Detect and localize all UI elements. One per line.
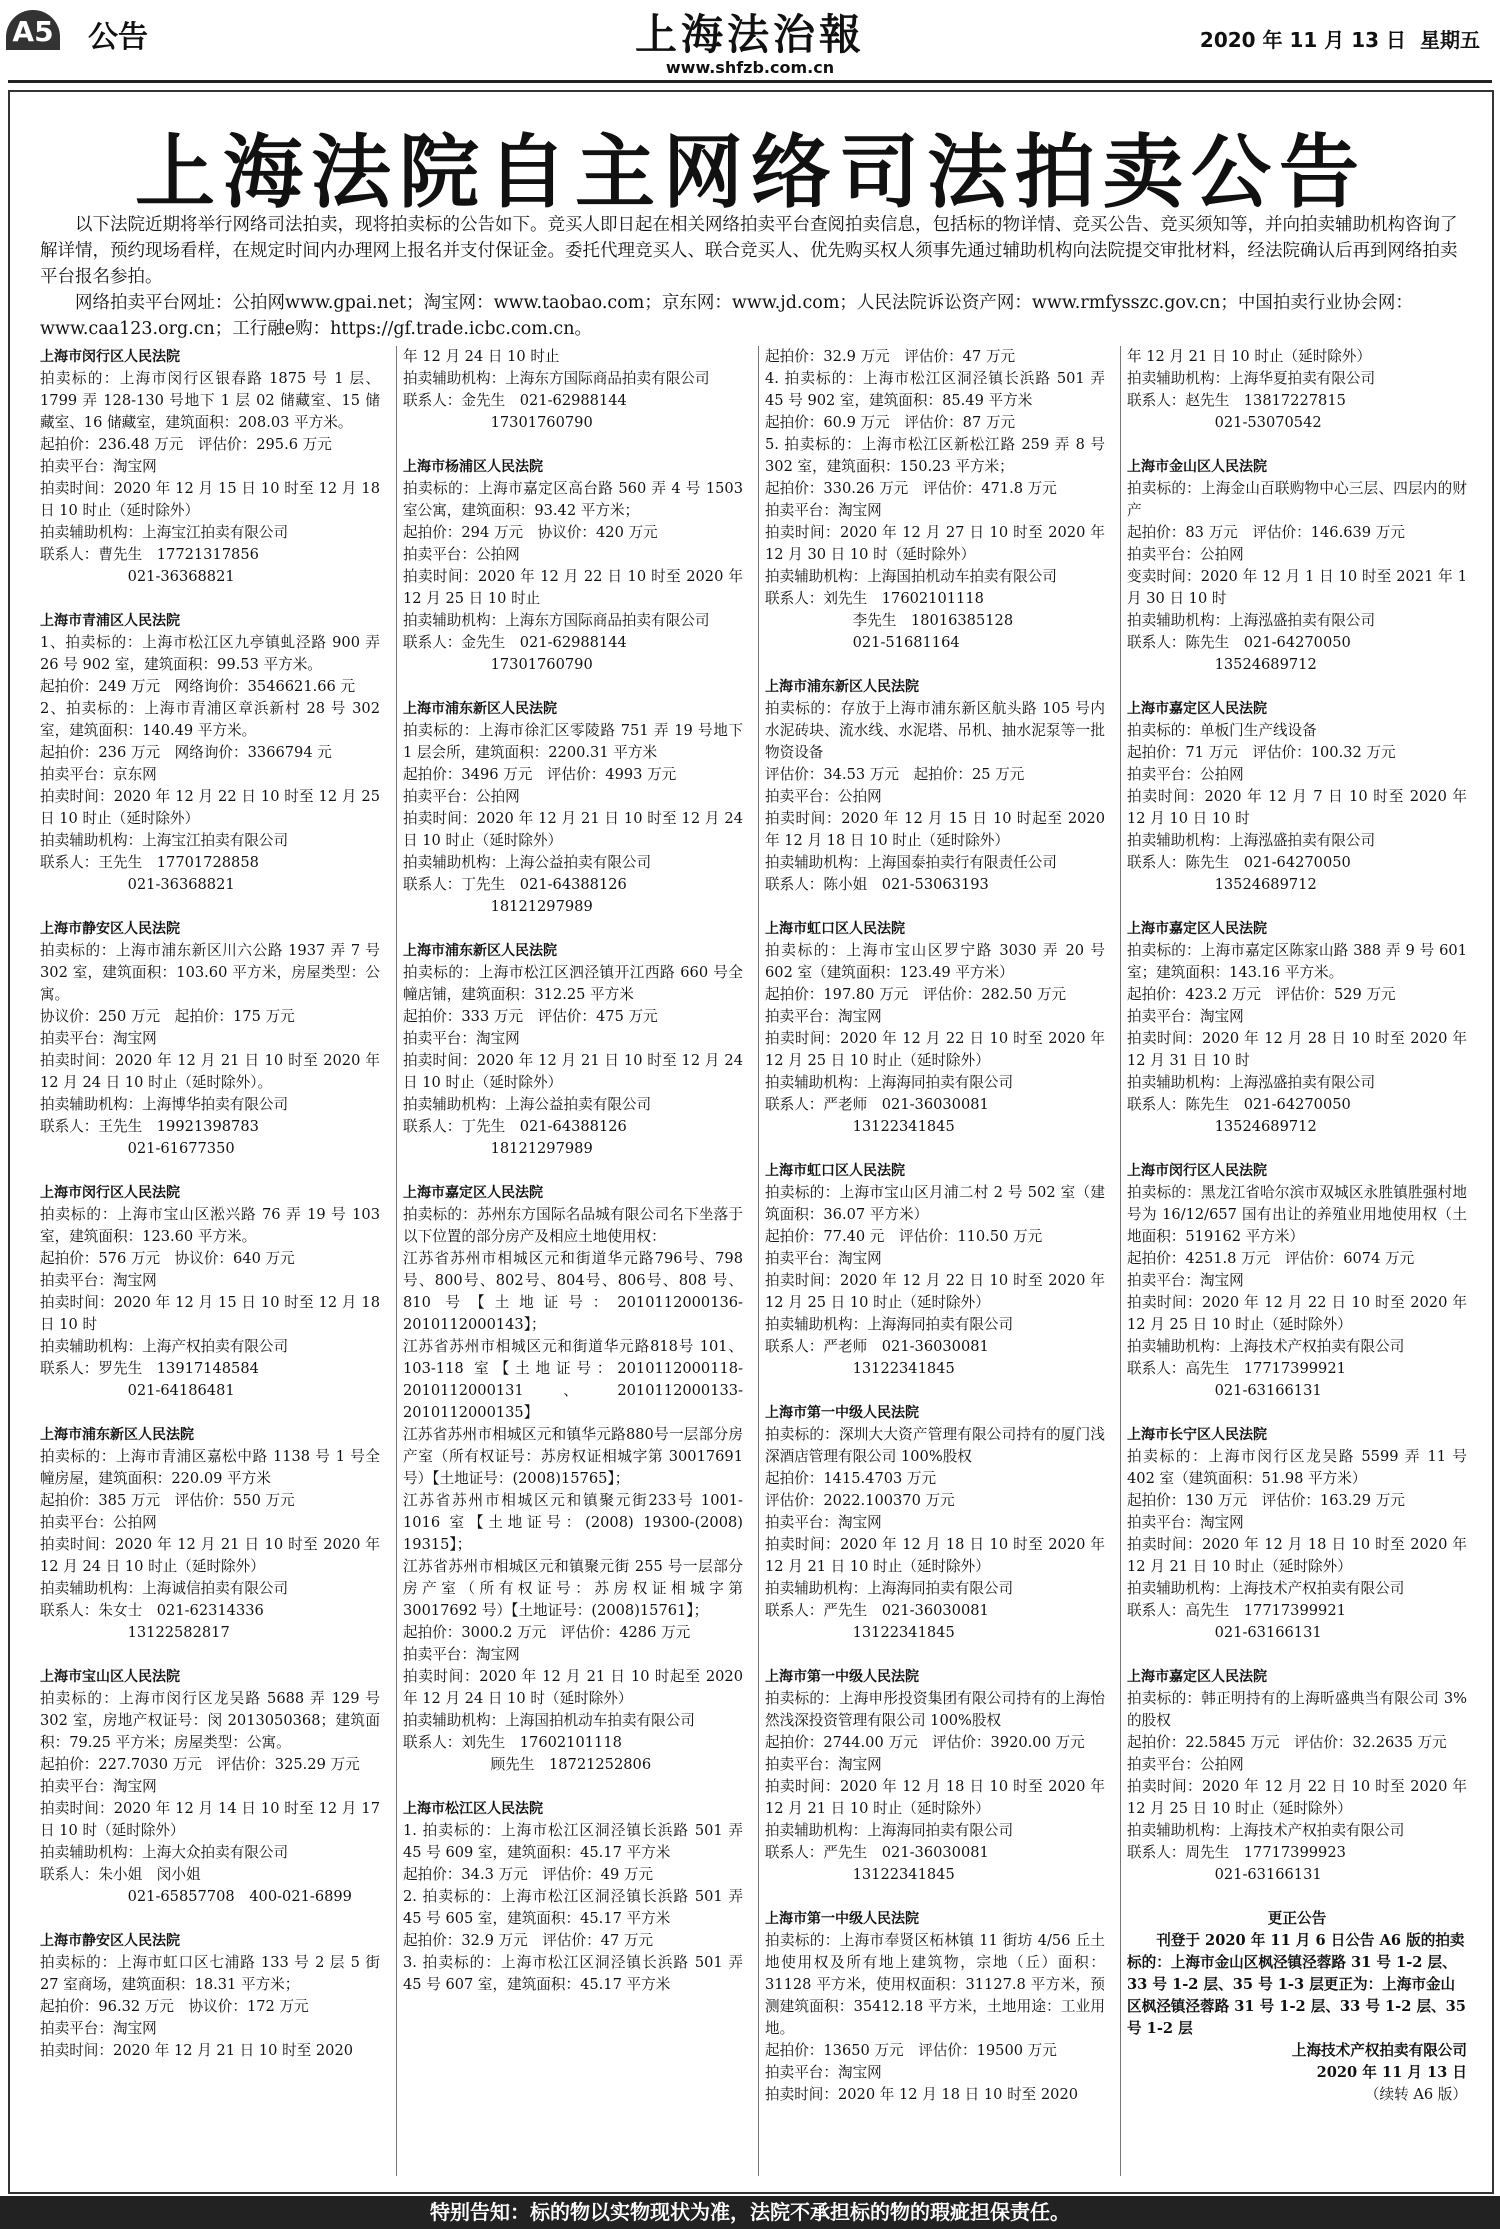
listing-line: 联系人：丁先生 021-64388126 <box>403 876 627 893</box>
listing-line: 联系人：金先生 021-62988144 <box>403 634 627 651</box>
listing-line: 拍卖辅助机构：上海产权拍卖有限公司 <box>40 1338 289 1355</box>
listing-line: 拍卖时间：2020 年 12 月 22 日 10 时至 2020 年 12 月 25 日 10 时止 <box>403 568 743 607</box>
correction-title: 更正公告 <box>1267 1910 1327 1927</box>
court-name: 上海市松江区人民法院 <box>403 1801 543 1817</box>
court-name: 上海市虹口区人民法院 <box>765 1163 905 1179</box>
auction-listing <box>765 1402 1105 1644</box>
correction-date: 2020 年 11 月 13 日 <box>1316 2064 1467 2081</box>
listing-line: 联系人：曹先生 17721317856 <box>40 546 259 563</box>
listing-line: 拍卖标的：存放于上海市浦东新区航头路 105 号内水泥砖块、流水线、水泥塔、吊机、抽水泥泵等一批物资设备 <box>765 700 1105 761</box>
listing-line: 13122341845 <box>852 1624 955 1641</box>
listing-line: 起拍价：60.9 万元 评估价：87 万元 <box>765 414 1016 431</box>
listing-line: 拍卖辅助机构：上海国拍机动车拍卖有限公司 <box>403 1712 695 1729</box>
listing-line: 拍卖时间：2020 年 12 月 22 日 10 时至 2020 年 12 月 25 日 10 时止（延时除外） <box>1127 1778 1467 1817</box>
auction-listing <box>403 698 743 918</box>
listing-line: 拍卖时间：2020 年 12 月 21 日 10 时至 12 月 24 日 10 时止（延时除外） <box>403 1052 743 1091</box>
listing-line: 起拍价：83 万元 评估价：146.639 万元 <box>1127 524 1405 541</box>
listing-line: 拍卖标的：上海市嘉定区高台路 560 弄 4 号 1503 室公寓，建筑面积：93.42 平方米； <box>403 480 743 519</box>
listing-line: 拍卖时间：2020 年 12 月 18 日 10 时至 2020 年 12 月 21 日 10 时止（延时除外） <box>1127 1536 1467 1575</box>
listing-line: 联系人：刘先生 17602101118 <box>403 1734 622 1751</box>
court-name: 上海市浦东新区人民法院 <box>765 679 919 695</box>
listing-line: 021-53070542 <box>1214 414 1322 431</box>
listing-line: 拍卖平台：公拍网 <box>1127 766 1244 783</box>
platform-list: 网络拍卖平台网址：公拍网www.gpai.net；淘宝网：www.taobao.com；京东网：www.jd.com；人民法院诉讼资产网：www.rmfysszc.gov.cn；中国拍卖行业协会网：www.caa123.org.cn；工行融e购：https://gf.trade.icbc.com.cn。 <box>40 293 1413 339</box>
auction-listing <box>765 1160 1105 1380</box>
issue-date-text: 2020 年 11 月 13 日 <box>1199 28 1407 52</box>
listing-line: 18121297989 <box>490 898 593 915</box>
listing-line: 17301760790 <box>490 656 593 673</box>
listing-line: 拍卖平台：淘宝网 <box>403 1646 520 1663</box>
court-name: 上海市浦东新区人民法院 <box>403 943 557 959</box>
listing-line: 拍卖平台：淘宝网 <box>765 1008 882 1025</box>
intro-text <box>40 212 1460 342</box>
newspaper-masthead: 上海法治報 <box>634 10 865 59</box>
listing-line: 联系人：陈小姐 021-53063193 <box>765 876 989 893</box>
court-name: 上海市第一中级人民法院 <box>765 1405 919 1421</box>
listing-line: 联系人：陈先生 021-64270050 <box>1127 634 1351 651</box>
auction-listing <box>40 610 380 896</box>
listing-line: 拍卖标的：上海金山百联购物中心三层、四层内的财产 <box>1127 480 1467 519</box>
listing-line: 评估价：2022.100370 万元 <box>765 1492 955 1509</box>
court-name: 上海市静安区人民法院 <box>40 1933 180 1949</box>
listing-line: 联系人：陈先生 021-64270050 <box>1127 1096 1351 1113</box>
listing-line: 拍卖标的：上海市青浦区嘉松中路 1138 号 1 号全幢房屋，建筑面积：220.09 平方米 <box>40 1448 380 1487</box>
listing-line: 拍卖平台：公拍网 <box>1127 546 1244 563</box>
listing-line: 4. 拍卖标的：上海市松江区洞泾镇长浜路 501 弄 45 号 902 室，建筑面积：85.49 平方米 <box>765 370 1105 409</box>
listing-line: 起拍价：32.9 万元 评估价：47 万元 <box>403 1932 654 1949</box>
listing-line: 拍卖辅助机构：上海宝江拍卖有限公司 <box>40 832 289 849</box>
listing-line: 起拍价：227.7030 万元 评估价：325.29 万元 <box>40 1756 360 1773</box>
listing-line: 江苏省苏州市相城区元和镇华元路880号一层部分房产室（所有权证号：苏房权证相城字第 30017691 号）【土地证号：(2008)15765】； <box>403 1426 743 1487</box>
listing-line: 起拍价：13650 万元 评估价：19500 万元 <box>765 2042 1057 2059</box>
listing-line: 拍卖时间：2020 年 12 月 22 日 10 时至 12 月 25 日 10 时止（延时除外） <box>40 788 380 827</box>
auction-listing <box>765 918 1105 1138</box>
listing-line: 拍卖平台：淘宝网 <box>40 1272 157 1289</box>
listing-line: 拍卖时间：2020 年 12 月 21 日 10 时至 12 月 24 日 10 时止（延时除外） <box>403 810 743 849</box>
listing-line: 2、拍卖标的：上海市青浦区章浜新村 28 号 302 室，建筑面积：140.49 平方米。 <box>40 700 380 739</box>
listing-line: 021-63166131 <box>1214 1382 1322 1399</box>
listing-line: 起拍价：333 万元 评估价：475 万元 <box>403 1008 658 1025</box>
listing-line: 起拍价：423.2 万元 评估价：529 万元 <box>1127 986 1396 1003</box>
auction-listing <box>40 1666 380 1908</box>
auction-listing <box>1127 346 1467 434</box>
listing-line: 拍卖辅助机构：上海技术产权拍卖有限公司 <box>1127 1580 1405 1597</box>
listing-line: 13122341845 <box>852 1866 955 1883</box>
continued-note: （续转 A6 版） <box>1364 2086 1467 2103</box>
listing-line: 021-36368821 <box>127 568 235 585</box>
listing-line: 起拍价：96.32 万元 协议价：172 万元 <box>40 1998 309 2015</box>
listing-line: 联系人：赵先生 13817227815 <box>1127 392 1346 409</box>
listing-line: 联系人：刘先生 17602101118 <box>765 590 984 607</box>
court-name: 上海市嘉定区人民法院 <box>1127 921 1267 937</box>
listing-line: 江苏省苏州市相城区元和镇聚元街 255 号一层部分房产室（所有权证号：苏房权证相城字第 30017692 号）【土地证号：(2008)15761】； <box>403 1558 743 1619</box>
auction-listing <box>1127 1424 1467 1644</box>
listing-line: 江苏省苏州市相城区元和街道华元路818号 101、103-118 室【土地证号：2010112000118-2010112000131、2010112000133-2010112000135】 <box>403 1338 743 1421</box>
listing-line: 起拍价：1415.4703 万元 <box>765 1470 937 1487</box>
listing-line: 拍卖平台：淘宝网 <box>765 1756 882 1773</box>
listing-line: 拍卖标的：上海市松江区泗泾镇开江西路 660 号全幢店铺，建筑面积：312.25 平方米 <box>403 964 743 1003</box>
listing-line: 起拍价：576 万元 协议价：640 万元 <box>40 1250 295 1267</box>
listing-line: 拍卖平台：淘宝网 <box>40 1778 157 1795</box>
court-name: 上海市金山区人民法院 <box>1127 459 1267 475</box>
listing-line: 拍卖辅助机构：上海东方国际商品拍卖有限公司 <box>403 612 710 629</box>
listing-line: 拍卖标的：上海市奉贤区柘林镇 11 街坊 4/56 丘土地使用权及所有地上建筑物，宗地（丘）面积：31128 平方米，使用权面积：31127.8 平方米，预测建筑面积：35412.18 平方米，土地用途：工业用地。 <box>765 1932 1105 2037</box>
listing-line: 拍卖辅助机构：上海海同拍卖有限公司 <box>765 1822 1014 1839</box>
listing-line: 拍卖时间：2020 年 12 月 18 日 10 时至 2020 年 12 月 21 日 10 时止（延时除外） <box>765 1536 1105 1575</box>
listing-line: 江苏省苏州市相城区元和街道华元路796号、798 号、800号、802号、804号、806号、808 号、810 号【土地证号：2010112000136-2010112000143】； <box>403 1250 743 1333</box>
listing-line: 拍卖辅助机构：上海东方国际商品拍卖有限公司 <box>403 370 710 387</box>
listing-line: 1、拍卖标的：上海市松江区九亭镇虬泾路 900 弄 26 号 902 室，建筑面积：99.53 平方米。 <box>40 634 380 673</box>
listing-line: 拍卖辅助机构：上海国泰拍卖行有限责任公司 <box>765 854 1057 871</box>
listing-line: 起拍价：34.3 万元 评估价：49 万元 <box>403 1866 654 1883</box>
correction-signer: 上海技术产权拍卖有限公司 <box>1291 2042 1467 2059</box>
listing-line: 起拍价：77.40 元 评估价：110.50 万元 <box>765 1228 1043 1245</box>
listing-line: 起拍价：22.5845 万元 评估价：32.2635 万元 <box>1127 1734 1447 1751</box>
listing-line: 拍卖时间：2020 年 12 月 15 日 10 时至 12 月 18 日 10 时 <box>40 1294 380 1333</box>
listing-line: 拍卖平台：公拍网 <box>765 788 882 805</box>
issue-weekday: 星期五 <box>1420 28 1480 52</box>
listing-line: 联系人：罗先生 13917148584 <box>40 1360 259 1377</box>
listing-line: 联系人：严老师 021-36030081 <box>765 1338 989 1355</box>
listing-line: 拍卖时间：2020 年 12 月 28 日 10 时至 2020 年 12 月 31 日 10 时 <box>1127 1030 1467 1069</box>
auction-listing <box>40 346 380 588</box>
listing-line: 拍卖平台：淘宝网 <box>765 502 882 519</box>
auction-listing <box>1127 698 1467 896</box>
listing-line: 021-63166131 <box>1214 1624 1322 1641</box>
listing-line: 拍卖辅助机构：上海诚信拍卖有限公司 <box>40 1580 289 1597</box>
court-name: 上海市青浦区人民法院 <box>40 613 180 629</box>
court-name: 上海市静安区人民法院 <box>40 921 180 937</box>
listing-line: 联系人：严老师 021-36030081 <box>765 1096 989 1113</box>
listing-line: 拍卖平台：淘宝网 <box>1127 1514 1244 1531</box>
listing-line: 联系人：周先生 17717399923 <box>1127 1844 1346 1861</box>
court-name: 上海市嘉定区人民法院 <box>1127 701 1267 717</box>
listing-line: 拍卖辅助机构：上海技术产权拍卖有限公司 <box>1127 1338 1405 1355</box>
page-number-badge: A5 <box>6 10 60 50</box>
masthead-url: www.shfzb.com.cn <box>665 58 835 77</box>
issue-date <box>1200 24 1480 53</box>
listing-line: 17301760790 <box>490 414 593 431</box>
listing-line: 联系人：金先生 021-62988144 <box>403 392 627 409</box>
auction-listing <box>403 346 743 434</box>
listing-line: 起拍价：3496 万元 评估价：4993 万元 <box>403 766 677 783</box>
listing-line: 13122582817 <box>127 1624 230 1641</box>
listing-line: 拍卖平台：淘宝网 <box>765 2064 882 2081</box>
column-2 <box>396 346 749 2176</box>
court-name: 上海市长宁区人民法院 <box>1127 1427 1267 1443</box>
court-name: 上海市第一中级人民法院 <box>765 1669 919 1685</box>
footer-notice: 特别告知：标的物以实物现状为准，法院不承担标的物的瑕疵担保责任。 <box>0 2196 1500 2229</box>
listing-line: 拍卖辅助机构：上海国拍机动车拍卖有限公司 <box>765 568 1057 585</box>
listing-line: 021-61677350 <box>127 1140 235 1157</box>
listing-line: 江苏省苏州市相城区元和镇聚元街233号 1001-1016 室【土地证号：(2008) 19300-(2008) 19315】； <box>403 1492 743 1553</box>
listing-line: 拍卖辅助机构：上海技术产权拍卖有限公司 <box>1127 1822 1405 1839</box>
listing-line: 拍卖标的：上海市徐汇区零陵路 751 弄 19 号地下 1 层会所，建筑面积：2200.31 平方米 <box>403 722 743 761</box>
listing-line: 起拍价：32.9 万元 评估价：47 万元 <box>765 348 1016 365</box>
auction-listing <box>1127 456 1467 676</box>
listing-line: 拍卖标的：上海市嘉定区陈家山路 388 弄 9 号 601 室；建筑面积：143.16 平方米。 <box>1127 942 1467 981</box>
listing-line: 拍卖辅助机构：上海华夏拍卖有限公司 <box>1127 370 1376 387</box>
listing-line: 13524689712 <box>1214 1118 1317 1135</box>
listing-line: 起拍价：236.48 万元 评估价：295.6 万元 <box>40 436 332 453</box>
listing-line: 5. 拍卖标的：上海市松江区新松江路 259 弄 8 号 302 室，建筑面积：150.23 平方米； <box>765 436 1105 475</box>
column-4 <box>1120 346 1473 2176</box>
correction-notice <box>1121 1908 1473 2106</box>
listing-line: 拍卖标的：上海市闵行区龙吴路 5599 弄 11 号 402 室（建筑面积：51.98 平方米） <box>1127 1448 1467 1487</box>
listing-line: 拍卖平台：淘宝网 <box>1127 1272 1244 1289</box>
listing-line: 拍卖平台：公拍网 <box>403 788 520 805</box>
listing-line: 拍卖标的：单板门生产线设备 <box>1127 722 1317 739</box>
listing-line: 拍卖平台：淘宝网 <box>40 1030 157 1047</box>
listing-line: 年 12 月 21 日 10 时止（延时除外） <box>1127 348 1372 365</box>
listing-line: 起拍价：2744.00 万元 评估价：3920.00 万元 <box>765 1734 1085 1751</box>
listing-line: 协议价：250 万元 起拍价：175 万元 <box>40 1008 295 1025</box>
listing-line: 拍卖辅助机构：上海公益拍卖有限公司 <box>403 1096 652 1113</box>
auction-listing <box>40 1930 380 2062</box>
listing-line: 联系人：高先生 17717399921 <box>1127 1360 1346 1377</box>
auction-listing <box>403 1798 743 1996</box>
listing-line: 1. 拍卖标的：上海市松江区洞泾镇长浜路 501 弄 45 号 609 室，建筑面积：45.17 平方米 <box>403 1822 743 1861</box>
listing-line: 拍卖辅助机构：上海海同拍卖有限公司 <box>765 1074 1014 1091</box>
listing-line: 3. 拍卖标的：上海市松江区洞泾镇长浜路 501 弄 45 号 607 室，建筑面积：45.17 平方米 <box>403 1954 743 1993</box>
court-name: 上海市第一中级人民法院 <box>765 1911 919 1927</box>
listing-line: 起拍价：385 万元 评估价：550 万元 <box>40 1492 295 1509</box>
court-name: 上海市嘉定区人民法院 <box>1127 1669 1267 1685</box>
listing-line: 13122341845 <box>852 1360 955 1377</box>
listing-line: 2. 拍卖标的：上海市松江区洞泾镇长浜路 501 弄 45 号 605 室，建筑面积：45.17 平方米 <box>403 1888 743 1927</box>
auction-columns <box>34 346 1474 2182</box>
page-header <box>0 0 1500 85</box>
court-name: 上海市宝山区人民法院 <box>40 1669 180 1685</box>
listing-line: 拍卖时间：2020 年 12 月 22 日 10 时至 2020 年 12 月 25 日 10 时止（延时除外） <box>765 1030 1105 1069</box>
listing-line: 李先生 18016385128 <box>852 612 1014 629</box>
listing-line: 拍卖时间：2020 年 12 月 15 日 10 时起至 2020 年 12 月 18 日 10 时止（延时除外） <box>765 810 1105 849</box>
listing-line: 拍卖时间：2020 年 12 月 21 日 10 时起至 2020 年 12 月 24 日 10 时（延时除外） <box>403 1668 743 1707</box>
listing-line: 起拍价：294 万元 协议价：420 万元 <box>403 524 658 541</box>
listing-line: 拍卖时间：2020 年 12 月 7 日 10 时至 2020 年 12 月 10 日 10 时 <box>1127 788 1467 827</box>
auction-listing <box>765 676 1105 896</box>
listing-line: 变卖时间：2020 年 12 月 1 日 10 时至 2021 年 1 月 30 日 10 时 <box>1127 568 1467 607</box>
listing-line: 拍卖时间：2020 年 12 月 15 日 10 时至 12 月 18 日 10 时止（延时除外） <box>40 480 380 519</box>
listing-line: 拍卖辅助机构：上海博华拍卖有限公司 <box>40 1096 289 1113</box>
listing-line: 拍卖标的：上海市闵行区银春路 1875 号 1 层、1799 弄 128-130 号地下 1 层 02 储藏室、15 储藏室、16 储藏室，建筑面积：208.03 平方米。 <box>40 370 380 431</box>
listing-line: 拍卖时间：2020 年 12 月 22 日 10 时至 2020 年 12 月 25 日 10 时止（延时除外） <box>1127 1294 1467 1333</box>
listing-line: 联系人：陈先生 021-64270050 <box>1127 854 1351 871</box>
listing-line: 联系人：朱女士 021-62314336 <box>40 1602 264 1619</box>
listing-line: 年 12 月 24 日 10 时止 <box>403 348 560 365</box>
listing-line: 拍卖辅助机构：上海公益拍卖有限公司 <box>403 854 652 871</box>
listing-line: 拍卖平台：京东网 <box>40 766 157 783</box>
listing-line: 拍卖平台：淘宝网 <box>40 458 157 475</box>
court-name: 上海市浦东新区人民法院 <box>403 701 557 717</box>
auction-listing <box>40 1182 380 1402</box>
listing-line: 拍卖平台：淘宝网 <box>765 1250 882 1267</box>
listing-line: 联系人：丁先生 021-64388126 <box>403 1118 627 1135</box>
listing-line: 拍卖标的：韩正明持有的上海昕盛典当有限公司 3%的股权 <box>1127 1690 1467 1729</box>
auction-listing <box>765 1908 1105 2106</box>
auction-listing <box>40 1424 380 1644</box>
listing-line: 拍卖平台：淘宝网 <box>1127 1008 1244 1025</box>
auction-listing <box>403 940 743 1160</box>
listing-line: 拍卖辅助机构：上海泓盛拍卖有限公司 <box>1127 832 1376 849</box>
listing-line: 拍卖辅助机构：上海海同拍卖有限公司 <box>765 1316 1014 1333</box>
column-3 <box>758 346 1111 2176</box>
auction-listing <box>1127 1160 1467 1402</box>
section-label: 公告 <box>88 20 148 55</box>
listing-line: 拍卖标的：上海申彤投资集团有限公司持有的上海怡然浅深投资管理有限公司 100%股权 <box>765 1690 1105 1729</box>
listing-line: 021-64186481 <box>127 1382 235 1399</box>
listing-line: 拍卖辅助机构：上海泓盛拍卖有限公司 <box>1127 1074 1376 1091</box>
listing-line: 起拍价：330.26 万元 评估价：471.8 万元 <box>765 480 1057 497</box>
auction-listing <box>1127 1666 1467 1886</box>
court-name: 上海市虹口区人民法院 <box>765 921 905 937</box>
court-name: 上海市嘉定区人民法院 <box>403 1185 543 1201</box>
header-rule <box>8 80 1492 83</box>
listing-line: 起拍价：197.80 万元 评估价：282.50 万元 <box>765 986 1067 1003</box>
listing-line: 联系人：严先生 021-36030081 <box>765 1602 989 1619</box>
listing-line: 拍卖标的：上海市虹口区七浦路 133 号 2 层 5 街 27 室商场，建筑面积：18.31 平方米； <box>40 1954 380 1993</box>
listing-line: 拍卖时间：2020 年 12 月 18 日 10 时至 2020 <box>765 2086 1079 2103</box>
listing-line: 拍卖标的：上海市宝山区淞兴路 76 弄 19 号 103 室，建筑面积：123.60 平方米。 <box>40 1206 380 1245</box>
listing-line: 拍卖平台：淘宝网 <box>40 2020 157 2037</box>
court-name: 上海市闵行区人民法院 <box>40 1185 180 1201</box>
listing-line: 拍卖平台：淘宝网 <box>403 1030 520 1047</box>
listing-line: 13122341845 <box>852 1118 955 1135</box>
listing-line: 起拍价：3000.2 万元 评估价：4286 万元 <box>403 1624 691 1641</box>
auction-listing <box>403 456 743 676</box>
listing-line: 起拍价：249 万元 网络询价：3546621.66 元 <box>40 678 356 695</box>
listing-line: 拍卖标的：深圳大大资产管理有限公司持有的厦门浅深酒店管理有限公司 100%股权 <box>765 1426 1105 1465</box>
listing-line: 拍卖辅助机构：上海大众拍卖有限公司 <box>40 1844 289 1861</box>
listing-line: 021-51681164 <box>852 634 960 651</box>
listing-line: 021-63166131 <box>1214 1866 1322 1883</box>
listing-line: 联系人：王先生 17701728858 <box>40 854 259 871</box>
listing-line: 联系人：王先生 19921398783 <box>40 1118 259 1135</box>
listing-line: 拍卖平台：公拍网 <box>403 546 520 563</box>
listing-line: 拍卖平台：公拍网 <box>40 1514 157 1531</box>
listing-line: 联系人：严先生 021-36030081 <box>765 1844 989 1861</box>
court-name: 上海市闵行区人民法院 <box>1127 1163 1267 1179</box>
listing-line: 13524689712 <box>1214 656 1317 673</box>
listing-line: 拍卖时间：2020 年 12 月 22 日 10 时至 2020 年 12 月 25 日 10 时止（延时除外） <box>765 1272 1105 1311</box>
listing-line: 拍卖时间：2020 年 12 月 21 日 10 时至 2020 年 12 月 24 日 10 时止（延时除外） <box>40 1536 380 1575</box>
page-title: 上海法院自主网络司法拍卖公告 <box>135 126 1367 219</box>
listing-line: 拍卖标的：黑龙江省哈尔滨市双城区永胜镇胜强村地号为 16/12/657 国有出让的养殖业用地使用权（土地面积：519162 平方米） <box>1127 1184 1467 1245</box>
court-name: 上海市杨浦区人民法院 <box>403 459 543 475</box>
auction-listing <box>40 918 380 1160</box>
listing-line: 18121297989 <box>490 1140 593 1157</box>
listing-line: 拍卖标的：苏州东方国际名品城有限公司名下坐落于以下位置的部分房产及相应土地使用权： <box>403 1206 743 1245</box>
listing-line: 拍卖时间：2020 年 12 月 18 日 10 时至 2020 年 12 月 21 日 10 时止（延时除外） <box>765 1778 1105 1817</box>
listing-line: 评估价：34.53 万元 起拍价：25 万元 <box>765 766 1025 783</box>
listing-line: 拍卖标的：上海市浦东新区川六公路 1937 弄 7 号 302 室，建筑面积：103.60 平方米，房屋类型：公寓。 <box>40 942 380 1003</box>
listing-line: 拍卖时间：2020 年 12 月 14 日 10 时至 12 月 17 日 10 时（延时除外） <box>40 1800 380 1839</box>
listing-line: 拍卖标的：上海市闵行区龙吴路 5688 弄 129 号 302 室，房地产权证号：闵 2013050368；建筑面积：79.25 平方米；房屋类型：公寓。 <box>40 1690 380 1751</box>
auction-listing <box>765 1666 1105 1886</box>
auction-listing <box>765 346 1105 654</box>
intro-paragraph: 以下法院近期将举行网络司法拍卖，现将拍卖标的公告如下。竞买人即日起在相关网络拍卖平台查阅拍卖信息，包括标的物详情、竞买公告、竞买须知等，并向拍卖辅助机构咨询了解详情，预约现场看样，在规定时间内办理网上报名并支付保证金。委托代理竞买人、联合竞买人、优先购买权人须事先通过辅助机构向法院提交审批材料，经法院确认后再到网络拍卖平台报名参拍。 <box>40 215 1458 287</box>
listing-line: 起拍价：4251.8 万元 评估价：6074 万元 <box>1127 1250 1415 1267</box>
listing-line: 起拍价：130 万元 评估价：163.29 万元 <box>1127 1492 1405 1509</box>
listing-line: 13524689712 <box>1214 876 1317 893</box>
listing-line: 拍卖辅助机构：上海海同拍卖有限公司 <box>765 1580 1014 1597</box>
listing-line: 拍卖时间：2020 年 12 月 21 日 10 时至 2020 年 12 月 24 日 10 时止（延时除外）。 <box>40 1052 380 1091</box>
listing-line: 021-65857708 400-021-6899 <box>127 1888 352 1905</box>
court-name: 上海市闵行区人民法院 <box>40 349 180 365</box>
correction-body: 刊登于 2020 年 11 月 6 日公告 A6 版的拍卖标的：上海市金山区枫泾镇泾蓉路 31 号 1-2 层、33 号 1-2 层、35 号 1-3 层更正为：上海市金山区枫泾镇泾蓉路 31 号 1-2 层、33 号 1-2 层、35 号 1-2 层 <box>1127 1932 1466 2037</box>
column-1 <box>34 346 386 2176</box>
court-name: 上海市浦东新区人民法院 <box>40 1427 194 1443</box>
auction-listing <box>1127 918 1467 1138</box>
listing-line: 起拍价：236 万元 网络询价：3366794 元 <box>40 744 332 761</box>
listing-line: 021-36368821 <box>127 876 235 893</box>
listing-line: 拍卖辅助机构：上海宝江拍卖有限公司 <box>40 524 289 541</box>
listing-line: 拍卖时间：2020 年 12 月 21 日 10 时至 2020 <box>40 2042 354 2059</box>
listing-line: 顾先生 18721252806 <box>490 1756 652 1773</box>
listing-line: 拍卖时间：2020 年 12 月 27 日 10 时至 2020 年 12 月 30 日 10 时（延时除外） <box>765 524 1105 563</box>
listing-line: 联系人：高先生 17717399921 <box>1127 1602 1346 1619</box>
listing-line: 联系人：朱小姐 闵小姐 <box>40 1866 201 1883</box>
listing-line: 拍卖标的：上海市宝山区罗宁路 3030 弄 20 号 602 室（建筑面积：123.49 平方米） <box>765 942 1105 981</box>
listing-line: 拍卖辅助机构：上海泓盛拍卖有限公司 <box>1127 612 1376 629</box>
auction-listing <box>403 1182 743 1776</box>
listing-line: 起拍价：71 万元 评估价：100.32 万元 <box>1127 744 1396 761</box>
listing-line: 拍卖平台：淘宝网 <box>765 1514 882 1531</box>
listing-line: 拍卖标的：上海市宝山区月浦二村 2 号 502 室（建筑面积：36.07 平方米） <box>765 1184 1105 1223</box>
listing-line: 拍卖平台：公拍网 <box>1127 1756 1244 1773</box>
